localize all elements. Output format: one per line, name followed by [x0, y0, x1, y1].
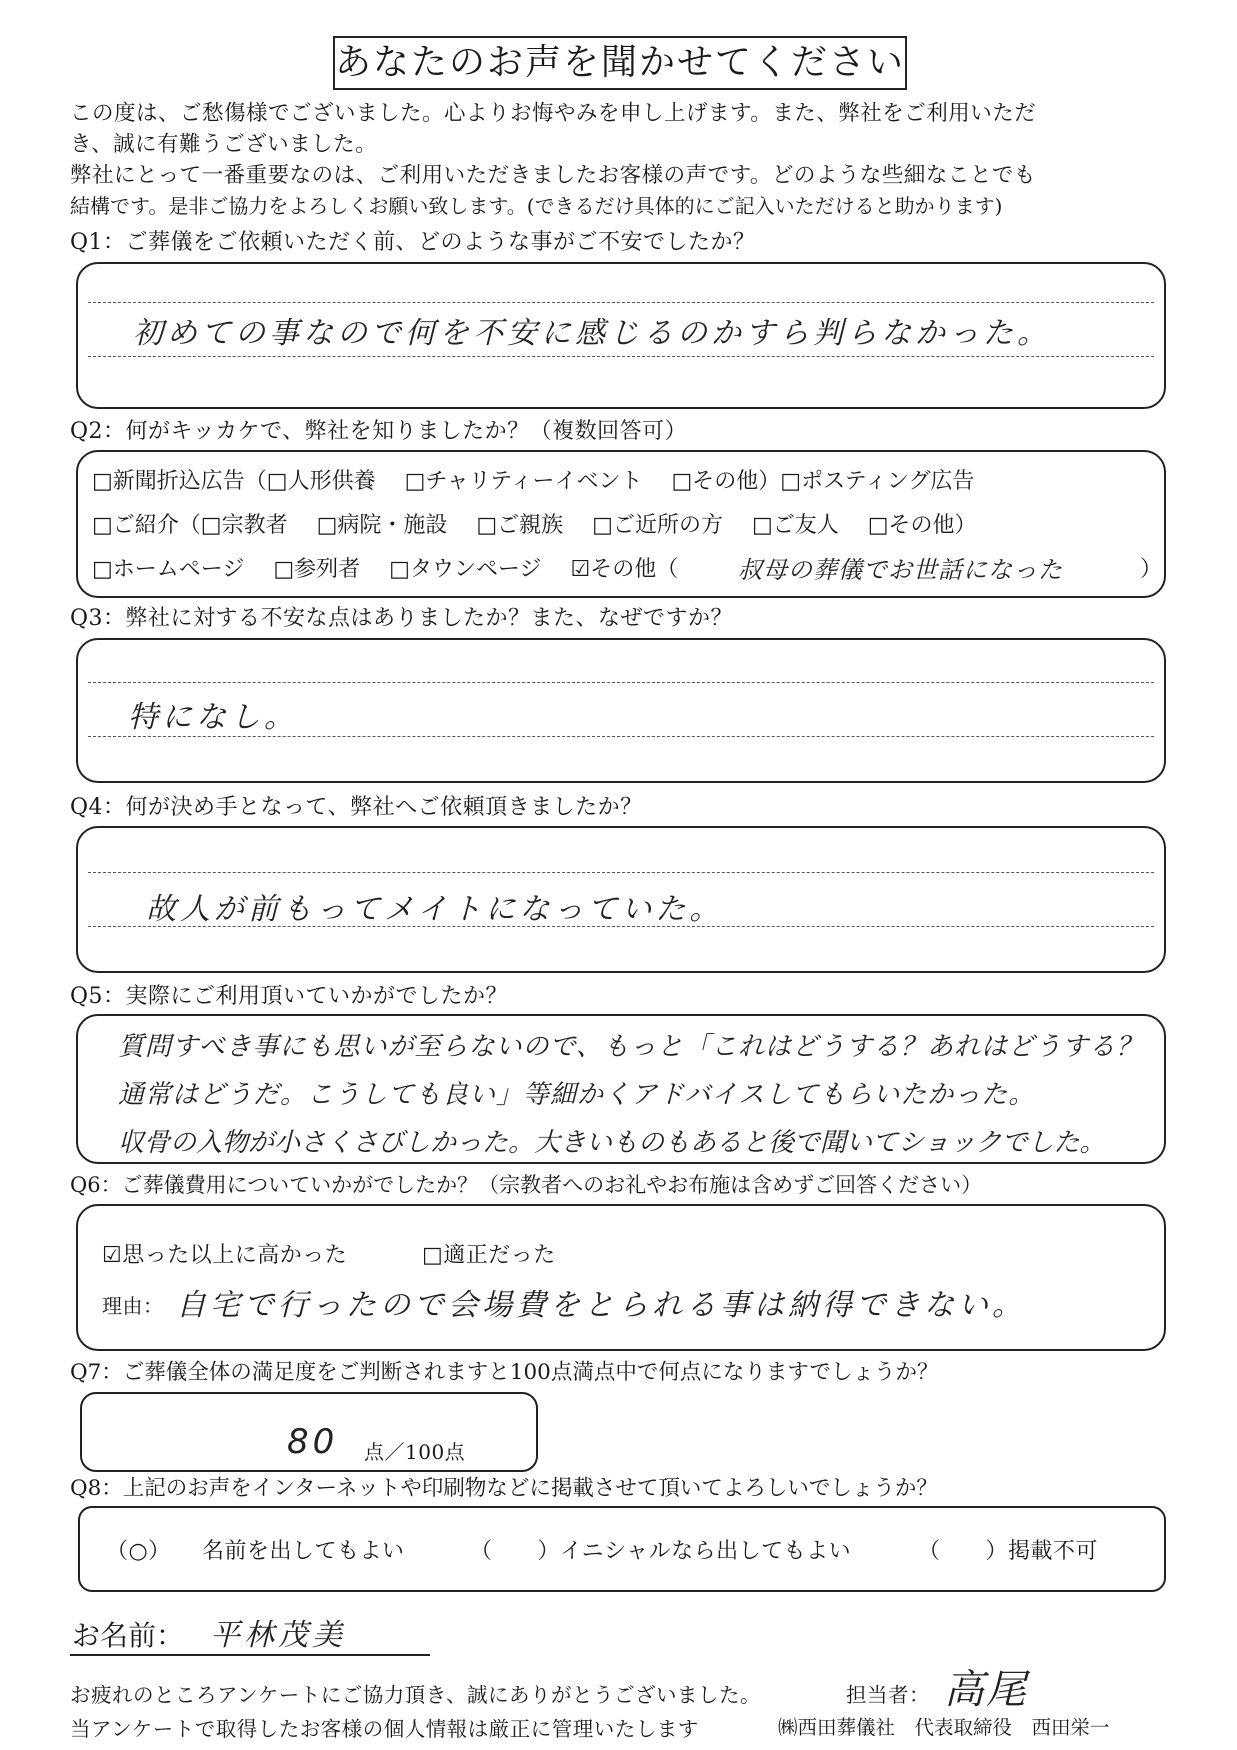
q6-question: Q6：ご葬儀費用についていかがでしたか？（宗教者へのお礼やお布施は含めずご回答ください） — [70, 1173, 983, 1197]
q2-question: Q2：何がキッカケで、弊社を知りましたか？（複数回答可） — [70, 419, 688, 444]
checkbox-posting[interactable]: □その他）□ポスティング広告 — [671, 469, 975, 494]
q8-question: Q8：上記のお声をインターネットや印刷物などに掲載させて頂いてよろしいでしょうか？ — [70, 1476, 938, 1501]
q7-score-suffix: 点／100点 — [364, 1440, 466, 1464]
intro-text — [70, 98, 1180, 222]
name-field[interactable] — [70, 1612, 430, 1656]
q7-score-box[interactable] — [80, 1392, 538, 1472]
checkbox-other-intro[interactable]: □その他） — [867, 513, 977, 538]
dashed-line — [88, 872, 1154, 873]
checkbox-hospital[interactable]: □病院・施設 — [316, 513, 448, 538]
q3-answer: 特になし。 — [128, 700, 298, 735]
footer-privacy: 当アンケートで取得したお客様の個人情報は厳正に管理いたします — [70, 1717, 699, 1741]
dashed-line — [88, 736, 1154, 737]
q6-reason: 自宅で行ったので会場費をとられる事は納得できない。 — [176, 1288, 1026, 1323]
q4-answer-box[interactable] — [76, 826, 1166, 973]
q1-answer: 初めての事なので何を不安に感じるのかすら判らなかった。 — [133, 316, 1051, 351]
dashed-line — [88, 682, 1154, 683]
q3-question: Q3：弊社に対する不安な点はありましたか？また、なぜですか？ — [70, 606, 734, 631]
q6-answer-box — [76, 1204, 1166, 1351]
checkbox-homepage[interactable]: □ホームページ — [92, 557, 245, 582]
q8-options-box — [78, 1506, 1166, 1592]
q8-option-initial[interactable]: （ ）イニシャルなら出してもよい — [470, 1539, 852, 1564]
checkbox-relatives[interactable]: □ご親族 — [476, 513, 564, 538]
q5-answer-box[interactable] — [76, 1014, 1166, 1164]
q5-answer-line: 質問すべき事にも思いが至らないので、もっと「これはどうする？あれはどうする？ — [118, 1032, 1143, 1062]
dashed-line — [88, 356, 1154, 357]
intro-line: 結構です。是非ご協力をよろしくお願い致します。(できるだけ具体的にご記入いただけると助かります) — [70, 194, 1003, 218]
q4-answer: 故人が前もってメイトになっていた。 — [146, 892, 724, 927]
checkbox-charity[interactable]: □チャリティーイベント — [404, 469, 643, 494]
q1-question: Q1：ご葬儀をご依頼いただく前、どのような事がご不安でしたか？ — [70, 230, 756, 255]
checkbox-introduction[interactable]: □ご紹介（□宗教者 — [92, 513, 288, 538]
checkbox-attendee[interactable]: □参列者 — [273, 557, 361, 582]
q6-option-high[interactable]: ☑思った以上に高かった — [102, 1243, 348, 1268]
q8-option-none[interactable]: （ ）掲載不可 — [918, 1539, 1099, 1564]
intro-line: き、誠に有難うございました。 — [70, 132, 378, 157]
name-value: 平林茂美 — [210, 1618, 346, 1653]
q7-question: Q7：ご葬儀全体の満足度をご判断されますと100点満点中で何点になりますでしょうか？ — [70, 1360, 939, 1385]
q6-option-fair[interactable]: □適正だった — [422, 1243, 556, 1268]
q2-options-box — [76, 450, 1166, 598]
q5-answer-line: 収骨の入物が小さくさびしかった。大きいものもあると後で聞いてショックでした。 — [118, 1128, 1106, 1158]
dashed-line — [88, 302, 1154, 303]
q6-reason-label: 理由： — [102, 1294, 164, 1318]
q5-question: Q5：実際にご利用頂いていかがでしたか？ — [70, 984, 509, 1009]
intro-line: この度は、ご愁傷様でございました。心よりお悔やみを申し上げます。また、弊社をご利用いただ — [70, 101, 1037, 126]
footer-thanks: お疲れのところアンケートにご協力頂き、誠にありがとうございました。 — [70, 1683, 761, 1707]
intro-line: 弊社にとって一番重要なのは、ご利用いただきましたお客様の声です。どのような些細なことでも — [70, 163, 1036, 188]
staff-name: 高尾 — [944, 1667, 1028, 1713]
checkbox-neighbors[interactable]: □ご近所の方 — [592, 513, 723, 538]
checkbox-townpage[interactable]: □タウンページ — [389, 557, 542, 582]
q2-row-2 — [92, 508, 999, 539]
q2-close-paren: ） — [1140, 557, 1163, 582]
page-title: あなたのお声を聞かせてください — [333, 36, 907, 90]
checkbox-friends[interactable]: □ご友人 — [751, 513, 839, 538]
q8-option-name-mark[interactable]: （○） — [106, 1539, 171, 1564]
q7-score: 80 — [287, 1422, 339, 1462]
footer-company: ㈱西田葬儀社 代表取締役 西田栄一 — [778, 1716, 1110, 1739]
q2-other-answer: 叔母の葬儀でお世話になった — [738, 556, 1063, 584]
q4-question: Q4：何が決め手となって、弊社へご依頼頂きましたか？ — [70, 795, 643, 820]
checkbox-other-checked[interactable]: ☑その他（ — [570, 557, 679, 582]
q3-answer-box[interactable] — [76, 638, 1166, 783]
q8-option-name: 名前を出してもよい — [202, 1539, 405, 1564]
q5-answer-line: 通常はどうだ。こうしても良い」等細かくアドバイスしてもらいたかった。 — [118, 1080, 1036, 1110]
q2-row-3 — [92, 552, 678, 583]
staff-label: 担当者： — [846, 1683, 930, 1707]
checkbox-newspaper[interactable]: □新聞折込広告（□人形供養 — [92, 469, 376, 494]
q1-answer-box[interactable] — [76, 262, 1166, 409]
q2-row-1 — [92, 464, 996, 495]
name-label: お名前： — [72, 1619, 185, 1652]
